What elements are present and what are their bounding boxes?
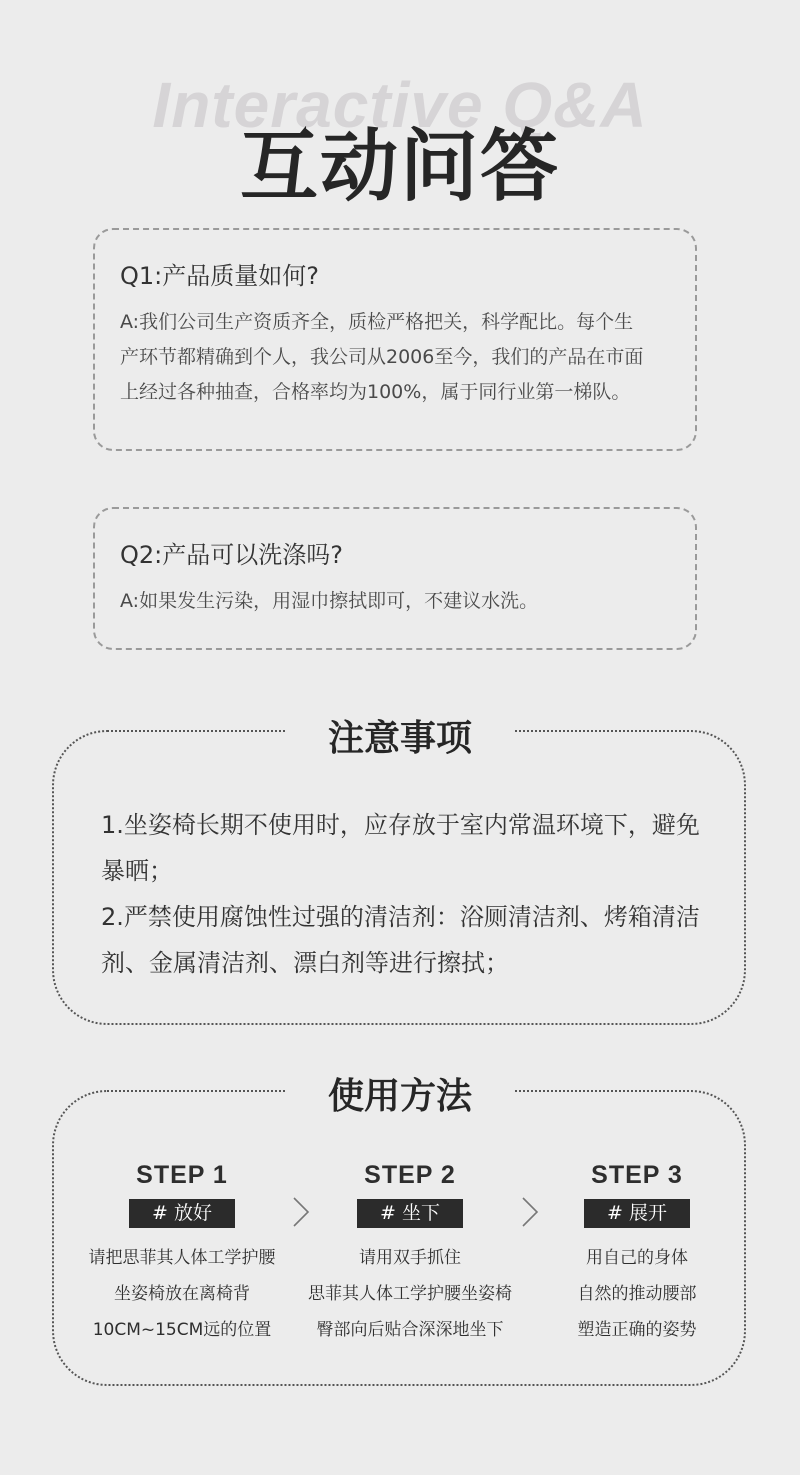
step-description xyxy=(512,1240,762,1348)
step-description-line: 自然的推动腰部 xyxy=(577,1284,697,1304)
step-tag: # 展开 xyxy=(584,1199,690,1228)
step-description-line: 用自己的身体 xyxy=(586,1248,688,1268)
step-description-line: 请用双手抓住 xyxy=(359,1248,461,1268)
notes-list xyxy=(101,802,721,986)
qa-answer-line: 产环节都精确到个人，我公司从2006至今，我们的产品在市面 xyxy=(120,346,644,368)
step-description-line: 10CM~15CM远的位置 xyxy=(92,1320,272,1340)
step-1 xyxy=(57,1160,307,1348)
step-description xyxy=(285,1240,535,1348)
qa-question: Q1:产品质量如何? xyxy=(120,262,319,290)
page-title: 互动问答 xyxy=(239,122,560,212)
header-watermark: Interactive Q&A xyxy=(152,69,648,141)
step-description-line: 坐姿椅放在离椅背 xyxy=(114,1284,250,1304)
step-description-line: 臀部向后贴合深深地坐下 xyxy=(316,1320,504,1340)
step-label: STEP 2 xyxy=(364,1161,456,1189)
step-label: STEP 1 xyxy=(136,1161,228,1189)
usage-title: 使用方法 xyxy=(327,1076,472,1117)
qa-card-2 xyxy=(93,507,697,650)
step-3 xyxy=(512,1160,762,1348)
step-label: STEP 3 xyxy=(591,1161,683,1189)
qa-question: Q2:产品可以洗涤吗? xyxy=(120,541,343,569)
qa-answer xyxy=(120,584,687,619)
qa-answer xyxy=(120,305,687,410)
qa-answer-line: 上经过各种抽查，合格率均为100%，属于同行业第一梯队。 xyxy=(120,381,631,403)
qa-answer-line: A:如果发生污染，用湿巾擦拭即可，不建议水洗。 xyxy=(120,590,539,612)
step-description-line: 请把思菲其人体工学护腰 xyxy=(88,1248,276,1268)
step-description xyxy=(57,1240,307,1348)
notes-item: 1.坐姿椅长期不使用时，应存放于室内常温环境下，避免暴晒； xyxy=(101,811,700,885)
step-2 xyxy=(285,1160,535,1348)
notes-title: 注意事项 xyxy=(327,718,472,759)
step-description-line: 思菲其人体工学护腰坐姿椅 xyxy=(308,1284,512,1304)
step-description-line: 塑造正确的姿势 xyxy=(577,1320,697,1340)
step-tag: # 坐下 xyxy=(357,1199,463,1228)
notes-item: 2.严禁使用腐蚀性过强的清洁剂：浴厕清洁剂、烤箱清洁剂、金属清洁剂、漂白剂等进行擦拭； xyxy=(101,903,700,977)
step-tag: # 放好 xyxy=(129,1199,235,1228)
qa-card-1 xyxy=(93,228,697,451)
qa-answer-line: A:我们公司生产资质齐全，质检严格把关，科学配比。每个生 xyxy=(120,311,634,333)
